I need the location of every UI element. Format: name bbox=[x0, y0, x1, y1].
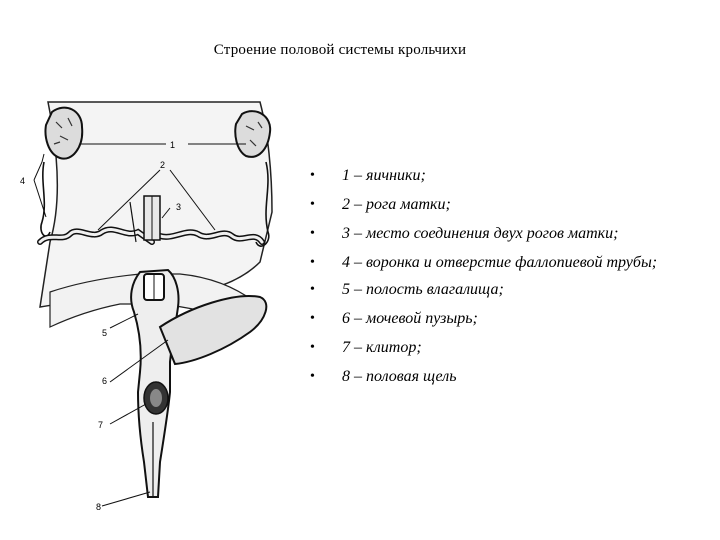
bullet: • bbox=[310, 282, 315, 297]
legend-item-text: 3 – место соединения двух рогов матки; bbox=[342, 225, 619, 242]
callout-1: 1 bbox=[170, 140, 176, 150]
legend-list bbox=[310, 164, 710, 394]
legend-item bbox=[310, 222, 710, 245]
legend-item bbox=[310, 365, 710, 388]
callout-8: 8 bbox=[96, 502, 102, 512]
left-oviduct bbox=[41, 162, 50, 236]
slide-title: Строение половой системы крольчихи bbox=[213, 42, 467, 58]
anatomy-illustration bbox=[10, 92, 295, 522]
legend-item-text: 6 – мочевой пузырь; bbox=[342, 310, 478, 327]
legend-item bbox=[310, 193, 710, 216]
legend-item bbox=[310, 336, 710, 359]
legend-item-text: 8 – половая щель bbox=[342, 368, 457, 385]
bullet: • bbox=[310, 340, 315, 355]
legend-item bbox=[310, 164, 710, 187]
callout-4: 4 bbox=[20, 176, 26, 186]
callout-6: 6 bbox=[102, 376, 108, 386]
callout-7: 7 bbox=[98, 420, 104, 430]
bullet: • bbox=[310, 168, 315, 183]
right-ovary bbox=[235, 111, 270, 157]
bullet: • bbox=[310, 311, 315, 326]
bullet: • bbox=[310, 197, 315, 212]
legend-item-text: 1 – яичники; bbox=[342, 167, 426, 184]
legend-item bbox=[310, 251, 710, 274]
bullet: • bbox=[310, 255, 315, 270]
legend-item bbox=[310, 307, 710, 330]
callout-3: 3 bbox=[176, 202, 182, 212]
callout-5: 5 bbox=[102, 328, 108, 338]
bullet: • bbox=[310, 226, 315, 241]
legend-item-text: 5 – полость влагалища; bbox=[342, 281, 504, 298]
left-ovary bbox=[46, 108, 83, 159]
legend-item-text: 4 – воронка и отверстие фаллопиевой трубы; bbox=[342, 254, 658, 271]
callout-2: 2 bbox=[160, 160, 166, 170]
legend-item bbox=[310, 278, 710, 301]
legend-item-text: 7 – клитор; bbox=[342, 339, 422, 356]
bullet: • bbox=[310, 369, 315, 384]
legend-item-text: 2 – рога матки; bbox=[342, 196, 451, 213]
